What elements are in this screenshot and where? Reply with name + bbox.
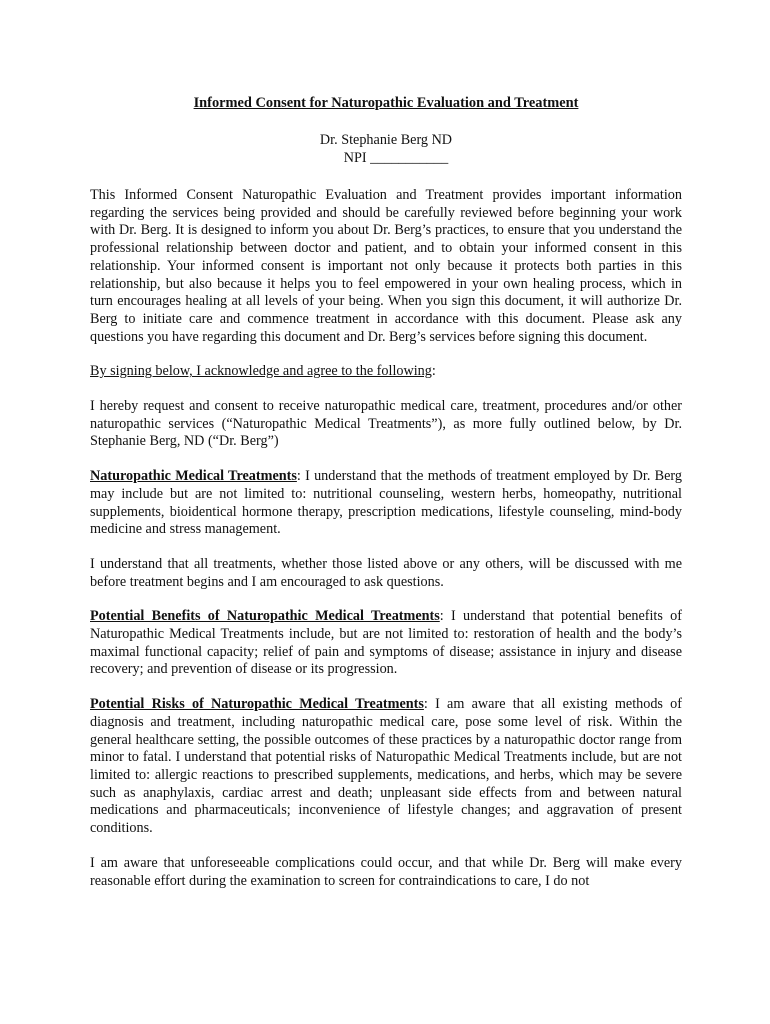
npi-line: NPI ___________ <box>343 150 449 166</box>
document-title: Informed Consent for Naturopathic Evaluation and Treatment <box>193 95 579 111</box>
request-paragraph: I hereby request and consent to receive naturopathic medical care, treatment, procedures and/or other naturopathic services (“Naturopathic Medical Treatments”), as more fully outlined below, by Dr. Stephanie Berg, ND (“Dr. Berg”) <box>90 398 682 450</box>
doctor-name: Dr. Stephanie Berg ND <box>319 132 453 148</box>
benefits-heading: Potential Benefits of Naturopathic Medical Treatments <box>90 608 440 625</box>
complications-paragraph: I am aware that unforeseeable complications could occur, and that while Dr. Berg will make every reasonable effort during the examination to screen for contraindications to care, I do not <box>90 854 682 889</box>
doctor-block <box>90 131 682 167</box>
treatments-text: : I understand that the methods of treatment employed by Dr. Berg may include but are not limited to: nutritional counseling, western herbs, homeopathy, nutritional supplements, bioidentical hormone therapy, prescription medications, lifestyle counseling, mind-body medicine and stress management. <box>90 468 682 538</box>
benefits-paragraph <box>90 608 682 679</box>
risks-text: : I am aware that all existing methods of diagnosis and treatment, including naturopathic medical care, pose some level of risk. Within the general healthcare setting, the possible outcomes of these practices by a naturopathic doctor range from minor to fatal. I understand that potential risks of Naturopathic Medical Treatments include, but are not limited to: allergic reactions to prescribed supplements, medications, and herbs, which may be severe such as anaphylaxis, cardiac arrest and death; unpleasant side effects from and between natural medications and pharmaceuticals; inconvenience of lifestyle changes; and aggravation of present conditions. <box>90 696 682 837</box>
acknowledge-lead: By signing below, I acknowledge and agree to the following <box>90 363 432 380</box>
benefits-text: : I understand that potential benefits of Naturopathic Medical Treatments include, but are not limited to: restoration of health and the body’s maximal functional capacity; relief of pain and symptoms of disease; assistance in injury and disease recovery; and prevention of disease or its progression. <box>90 608 682 678</box>
intro-paragraph: This Informed Consent Naturopathic Evaluation and Treatment provides important information regarding the services being provided and should be carefully reviewed before beginning your work with Dr. Berg. It is designed to inform you about Dr. Berg’s practices, to ensure that you understand the professional relationship between doctor and patient, and to obtain your informed consent in this relationship. Your informed consent is important not only because it protects both parties in this relationship, but also because it helps you to feel empowered in your own healing process, which in turn encourages healing at all levels of your being. When you sign this document, it will authorize Dr. Berg to initiate care and commence treatment in accordance with this document. Please ask any questions you have regarding this document and Dr. Berg’s services before signing this document. <box>90 187 682 345</box>
acknowledge-paragraph <box>90 363 682 381</box>
treatments-heading: Naturopathic Medical Treatments <box>90 468 297 485</box>
discussed-paragraph: I understand that all treatments, whether those listed above or any others, will be discussed with me before treatment begins and I am encouraged to ask questions. <box>90 555 682 590</box>
risks-heading: Potential Risks of Naturopathic Medical Treatments <box>90 696 424 713</box>
document-page <box>90 95 682 890</box>
treatments-paragraph <box>90 468 682 539</box>
risks-paragraph <box>90 696 682 838</box>
acknowledge-tail: : <box>431 363 436 380</box>
